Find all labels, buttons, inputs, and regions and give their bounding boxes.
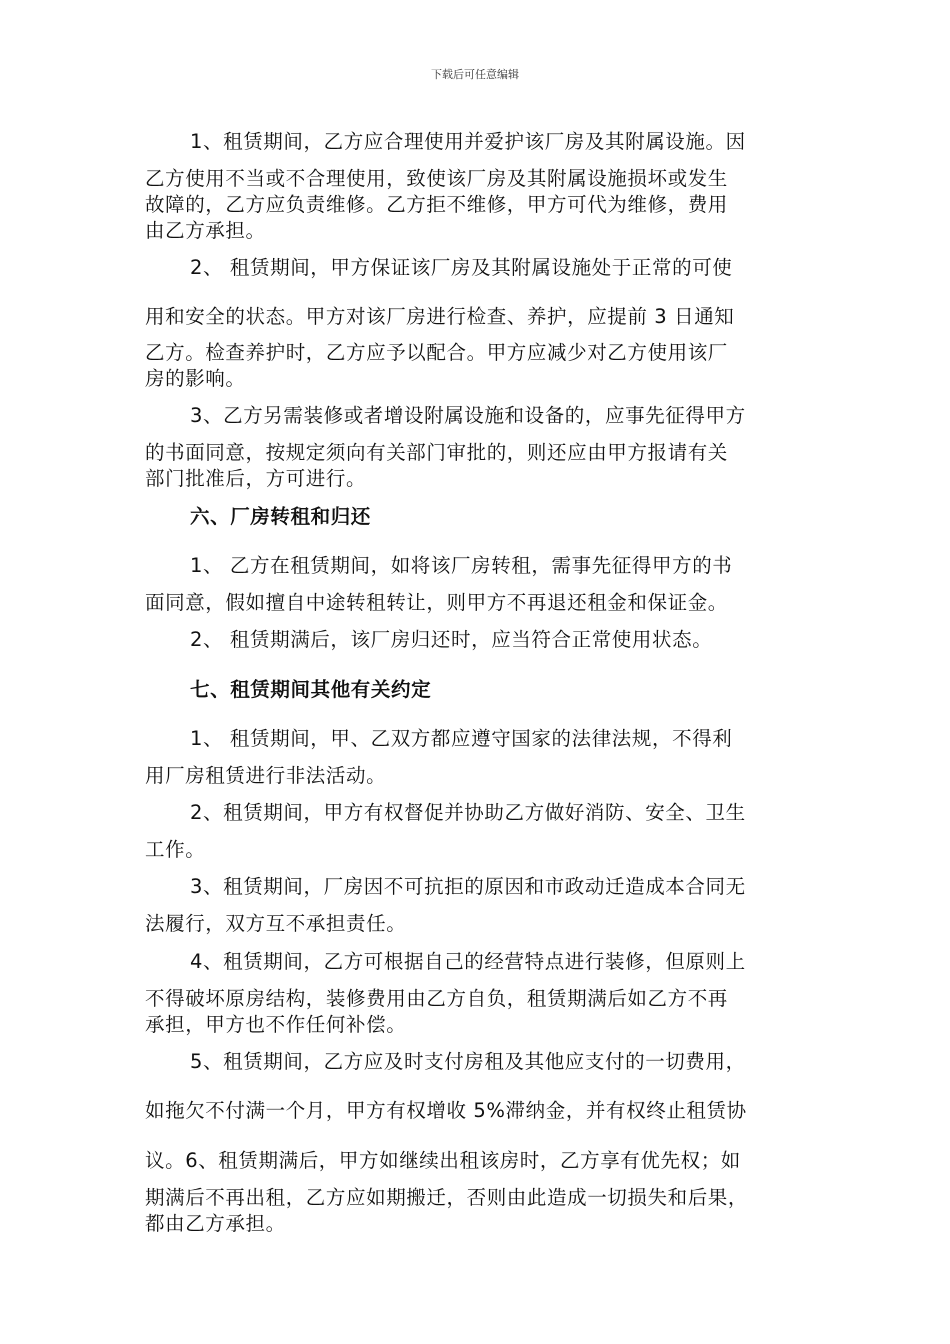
paragraph-line: 用厂房租赁进行非法活动。: [145, 764, 387, 787]
paragraph-line: 故障的，乙方应负责维修。乙方拒不维修，甲方可代为维修，费用: [145, 193, 728, 216]
paragraph-line: 房的影响。: [145, 367, 246, 390]
paragraph-line: 3、乙方另需装修或者增设附属设施和设备的，应事先征得甲方: [190, 404, 746, 427]
paragraph-line: 1、 租赁期间，甲、乙双方都应遵守国家的法律法规，不得利: [190, 727, 733, 750]
paragraph-line: 面同意，假如擅自中途转租转让，则甲方不再退还租金和保证金。: [145, 591, 728, 614]
paragraph-line: 由乙方承担。: [145, 219, 266, 242]
paragraph-line: 2、 租赁期间，甲方保证该厂房及其附属设施处于正常的可使: [190, 256, 733, 279]
paragraph-line: 如拖欠不付满一个月，甲方有权增收 5%滞纳金，并有权终止租赁协: [145, 1099, 747, 1122]
section-heading: 七、租赁期间其他有关约定: [190, 678, 432, 701]
paragraph-line: 2、租赁期间，甲方有权督促并协助乙方做好消防、安全、卫生: [190, 801, 746, 824]
paragraph-line: 期满后不再出租，乙方应如期搬迁，否则由此造成一切损失和后果，: [145, 1186, 749, 1209]
paragraph-line: 用和安全的状态。甲方对该厂房进行检查、养护，应提前 3 日通知: [145, 305, 735, 328]
paragraph-line: 不得破坏原房结构，装修费用由乙方自负，租赁期满后如乙方不再: [145, 987, 728, 1010]
paragraph-line: 承担，甲方也不作任何补偿。: [145, 1013, 407, 1036]
paragraph-line: 议。6、租赁期满后，甲方如继续出租该房时，乙方享有优先权；如: [145, 1149, 741, 1172]
paragraph-line: 2、 租赁期满后，该厂房归还时，应当符合正常使用状态。: [190, 628, 713, 651]
paragraph-line: 1、租赁期间，乙方应合理使用并爱护该厂房及其附属设施。因: [190, 130, 746, 153]
paragraph-line: 3、租赁期间，厂房因不可抗拒的原因和市政动迁造成本合同无: [190, 875, 746, 898]
paragraph-line: 的书面同意，按规定须向有关部门审批的，则还应由甲方报请有关: [145, 441, 728, 464]
section-heading: 六、厂房转租和归还: [190, 505, 371, 528]
paragraph-line: 1、 乙方在租赁期间，如将该厂房转租，需事先征得甲方的书: [190, 554, 733, 577]
page-header: 下载后可任意编辑: [431, 68, 519, 81]
paragraph-line: 4、租赁期间，乙方可根据自己的经营特点进行装修，但原则上: [190, 950, 746, 973]
paragraph-line: 都由乙方承担。: [145, 1212, 286, 1235]
paragraph-line: 部门批准后，方可进行。: [145, 467, 367, 490]
paragraph-line: 工作。: [145, 838, 206, 861]
paragraph-line: 5、租赁期间，乙方应及时支付房租及其他应支付的一切费用，: [190, 1050, 746, 1073]
paragraph-line: 法履行，双方互不承担责任。: [145, 912, 407, 935]
paragraph-line: 乙方。检查养护时，乙方应予以配合。甲方应减少对乙方使用该厂: [145, 341, 728, 364]
paragraph-line: 乙方使用不当或不合理使用，致使该厂房及其附属设施损坏或发生: [145, 167, 728, 190]
